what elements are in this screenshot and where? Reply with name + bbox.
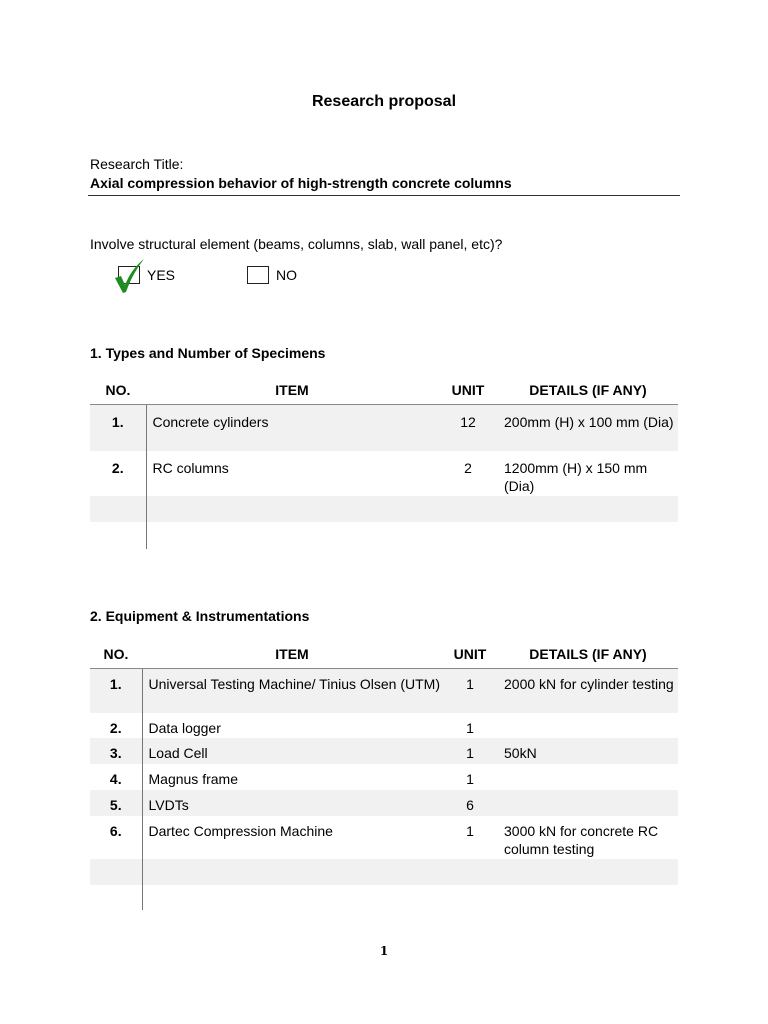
- row-details: 3000 kN for concrete RC column testing: [504, 822, 659, 857]
- row-item: RC columns: [152, 459, 229, 476]
- row-number: 2.: [90, 713, 142, 738]
- row-number: [90, 522, 146, 549]
- row-item: Load Cell: [142, 738, 442, 764]
- row-unit: 1: [442, 738, 498, 764]
- row-unit: [438, 522, 498, 549]
- table-row: [90, 859, 678, 885]
- row-item: [142, 885, 442, 910]
- row-unit: 6: [442, 790, 498, 816]
- table-header-row: [90, 376, 678, 405]
- checkmark-icon: [112, 258, 146, 294]
- table-row: [90, 451, 678, 496]
- table-row: [90, 669, 678, 713]
- table-row: [90, 713, 678, 738]
- row-item: Dartec Compression Machine: [148, 822, 333, 839]
- page-number: 1: [379, 944, 389, 958]
- row-unit: [442, 885, 498, 910]
- row-item: Universal Testing Machine/ Tinius Olsen (UTM): [142, 669, 442, 713]
- column-header-details: DETAILS (IF ANY): [498, 640, 678, 669]
- row-details: [498, 522, 678, 549]
- column-header-item: ITEM: [146, 376, 438, 405]
- row-item: Data logger: [148, 719, 221, 736]
- table-row: [90, 885, 678, 910]
- row-number: [90, 859, 142, 885]
- row-number: 2.: [90, 451, 146, 496]
- section-heading-equipment: 2. Equipment & Instrumentations: [90, 608, 310, 624]
- table-row: [90, 496, 678, 522]
- row-unit: [438, 496, 498, 522]
- row-unit: [442, 859, 498, 885]
- specimens-table: [90, 376, 678, 549]
- row-details: [498, 885, 678, 910]
- row-unit: 12: [438, 405, 498, 451]
- row-details: 50kN: [498, 738, 678, 764]
- column-header-unit: UNIT: [438, 376, 498, 405]
- structural-element-question: Involve structural element (beams, columns, slab, wall panel, etc)?: [90, 236, 503, 252]
- research-title-value: Axial compression behavior of high-strength concrete columns: [90, 175, 512, 191]
- row-details: [498, 713, 678, 738]
- equipment-table: [90, 640, 678, 910]
- row-details: [498, 764, 678, 790]
- row-number: 3.: [90, 738, 142, 764]
- table-row: [90, 790, 678, 816]
- row-details: [498, 859, 678, 885]
- row-details: [498, 790, 678, 816]
- table-row: [90, 405, 678, 451]
- row-item: [146, 522, 438, 549]
- row-unit: 1: [442, 669, 498, 713]
- column-header-no: NO.: [90, 640, 142, 669]
- column-header-details: DETAILS (IF ANY): [498, 376, 678, 405]
- row-number: [90, 885, 142, 910]
- table-header-row: [90, 640, 678, 669]
- row-number: 1.: [90, 669, 142, 713]
- column-header-no: NO.: [90, 376, 146, 405]
- table-row: [90, 816, 678, 859]
- row-item: [146, 496, 438, 522]
- row-unit: 2: [464, 459, 472, 476]
- row-item: LVDTs: [142, 790, 442, 816]
- page-title: Research proposal: [311, 93, 457, 110]
- row-details: 200mm (H) x 100 mm (Dia): [498, 405, 678, 451]
- title-underline: [88, 195, 680, 196]
- column-header-item: ITEM: [142, 640, 442, 669]
- row-number: 1.: [90, 405, 146, 451]
- research-title-label: Research Title:: [90, 156, 184, 172]
- row-unit: 1: [466, 719, 474, 736]
- row-number: 6.: [90, 816, 142, 859]
- row-number: 5.: [90, 790, 142, 816]
- row-item: [142, 859, 442, 885]
- column-header-unit: UNIT: [442, 640, 498, 669]
- row-details: [498, 496, 678, 522]
- table-row: [90, 522, 678, 549]
- no-option-label: NO: [276, 267, 297, 283]
- no-checkbox[interactable]: [247, 266, 269, 284]
- row-item: Concrete cylinders: [146, 405, 438, 451]
- row-item: Magnus frame: [148, 770, 238, 787]
- yes-option-label: YES: [147, 267, 176, 283]
- row-unit: 1: [466, 770, 474, 787]
- table-row: [90, 764, 678, 790]
- row-number: [90, 496, 146, 522]
- row-number: 4.: [90, 764, 142, 790]
- row-details: 1200mm (H) x 150 mm (Dia): [504, 459, 648, 494]
- table-row: [90, 738, 678, 764]
- section-heading-specimens: 1. Types and Number of Specimens: [90, 345, 326, 361]
- row-unit: 1: [466, 822, 474, 839]
- row-details: 2000 kN for cylinder testing: [498, 669, 678, 713]
